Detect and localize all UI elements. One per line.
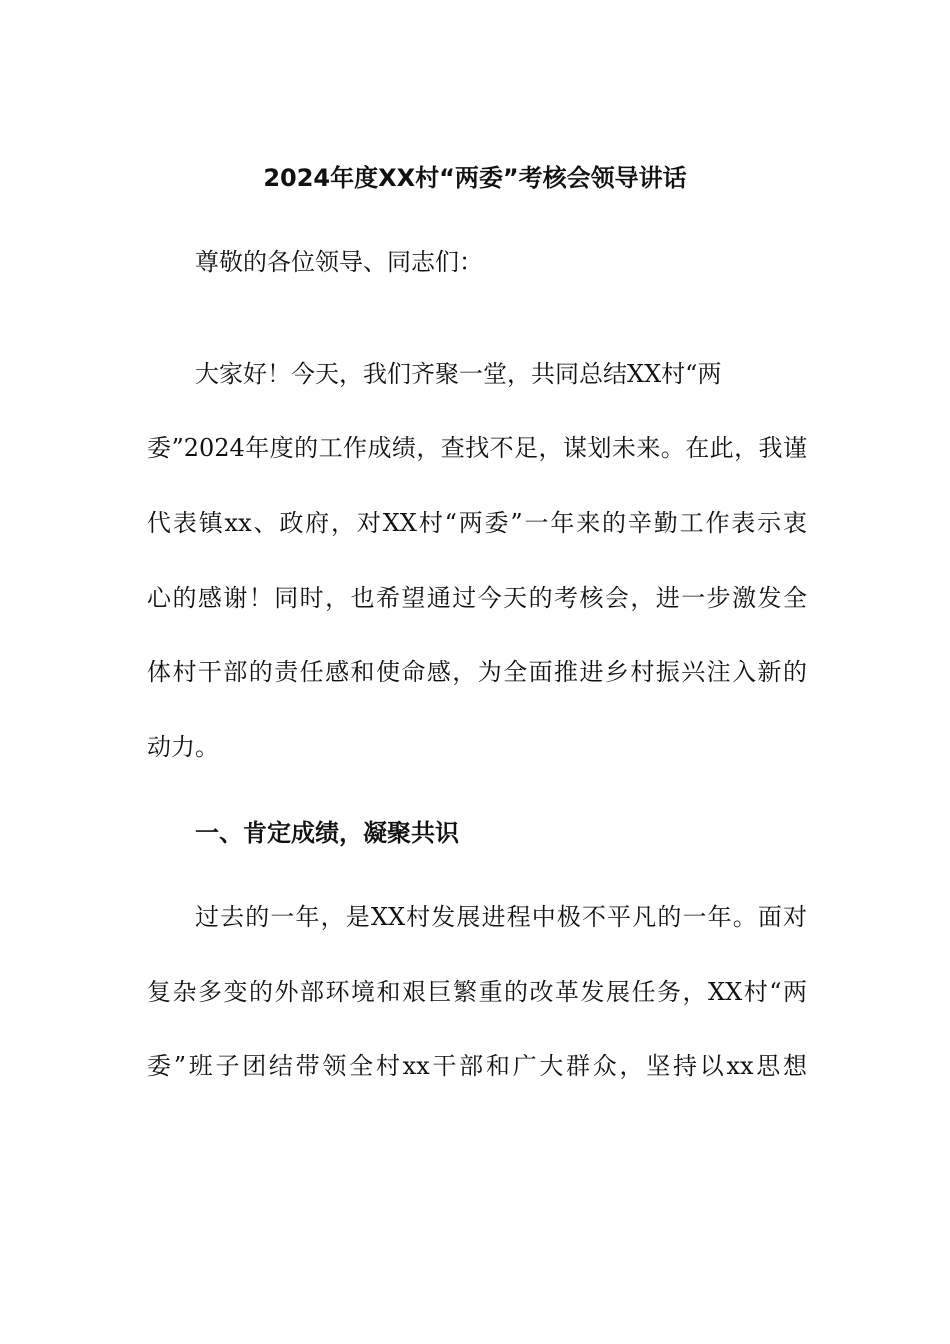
paragraph-1-line-3: 代表镇xx、政府，对XX村“两委”一年来的辛勤工作表示衷 [147,509,807,537]
paragraph-1-line-6: 动力。 [147,733,219,761]
paragraph-1-line-5: 体村干部的责任感和使命感，为全面推进乡村振兴注入新的 [147,658,807,686]
paragraph-1-line-2: 委”2024年度的工作成绩，查找不足，谋划未来。在此，我谨 [147,434,807,462]
paragraph-2-line-2: 复杂多变的外部环境和艰巨繁重的改革发展任务，XX村“两 [147,978,807,1006]
section-1-heading: 一、肯定成绩，凝聚共识 [195,819,459,847]
salutation: 尊敬的各位领导、同志们： [195,248,483,276]
document-title: 2024年度XX村“两委”考核会领导讲话 [263,164,687,192]
paragraph-1-line-4: 心的感谢！同时，也希望通过今天的考核会，进一步激发全 [147,584,807,612]
paragraph-2-line-1: 过去的一年，是XX村发展进程中极不平凡的一年。面对 [195,903,807,931]
paragraph-2-line-3: 委”班子团结带领全村xx干部和广大群众，坚持以xx思想 [147,1052,807,1080]
paragraph-1-line-1: 大家好！今天，我们齐聚一堂，共同总结XX村“两 [195,360,722,388]
